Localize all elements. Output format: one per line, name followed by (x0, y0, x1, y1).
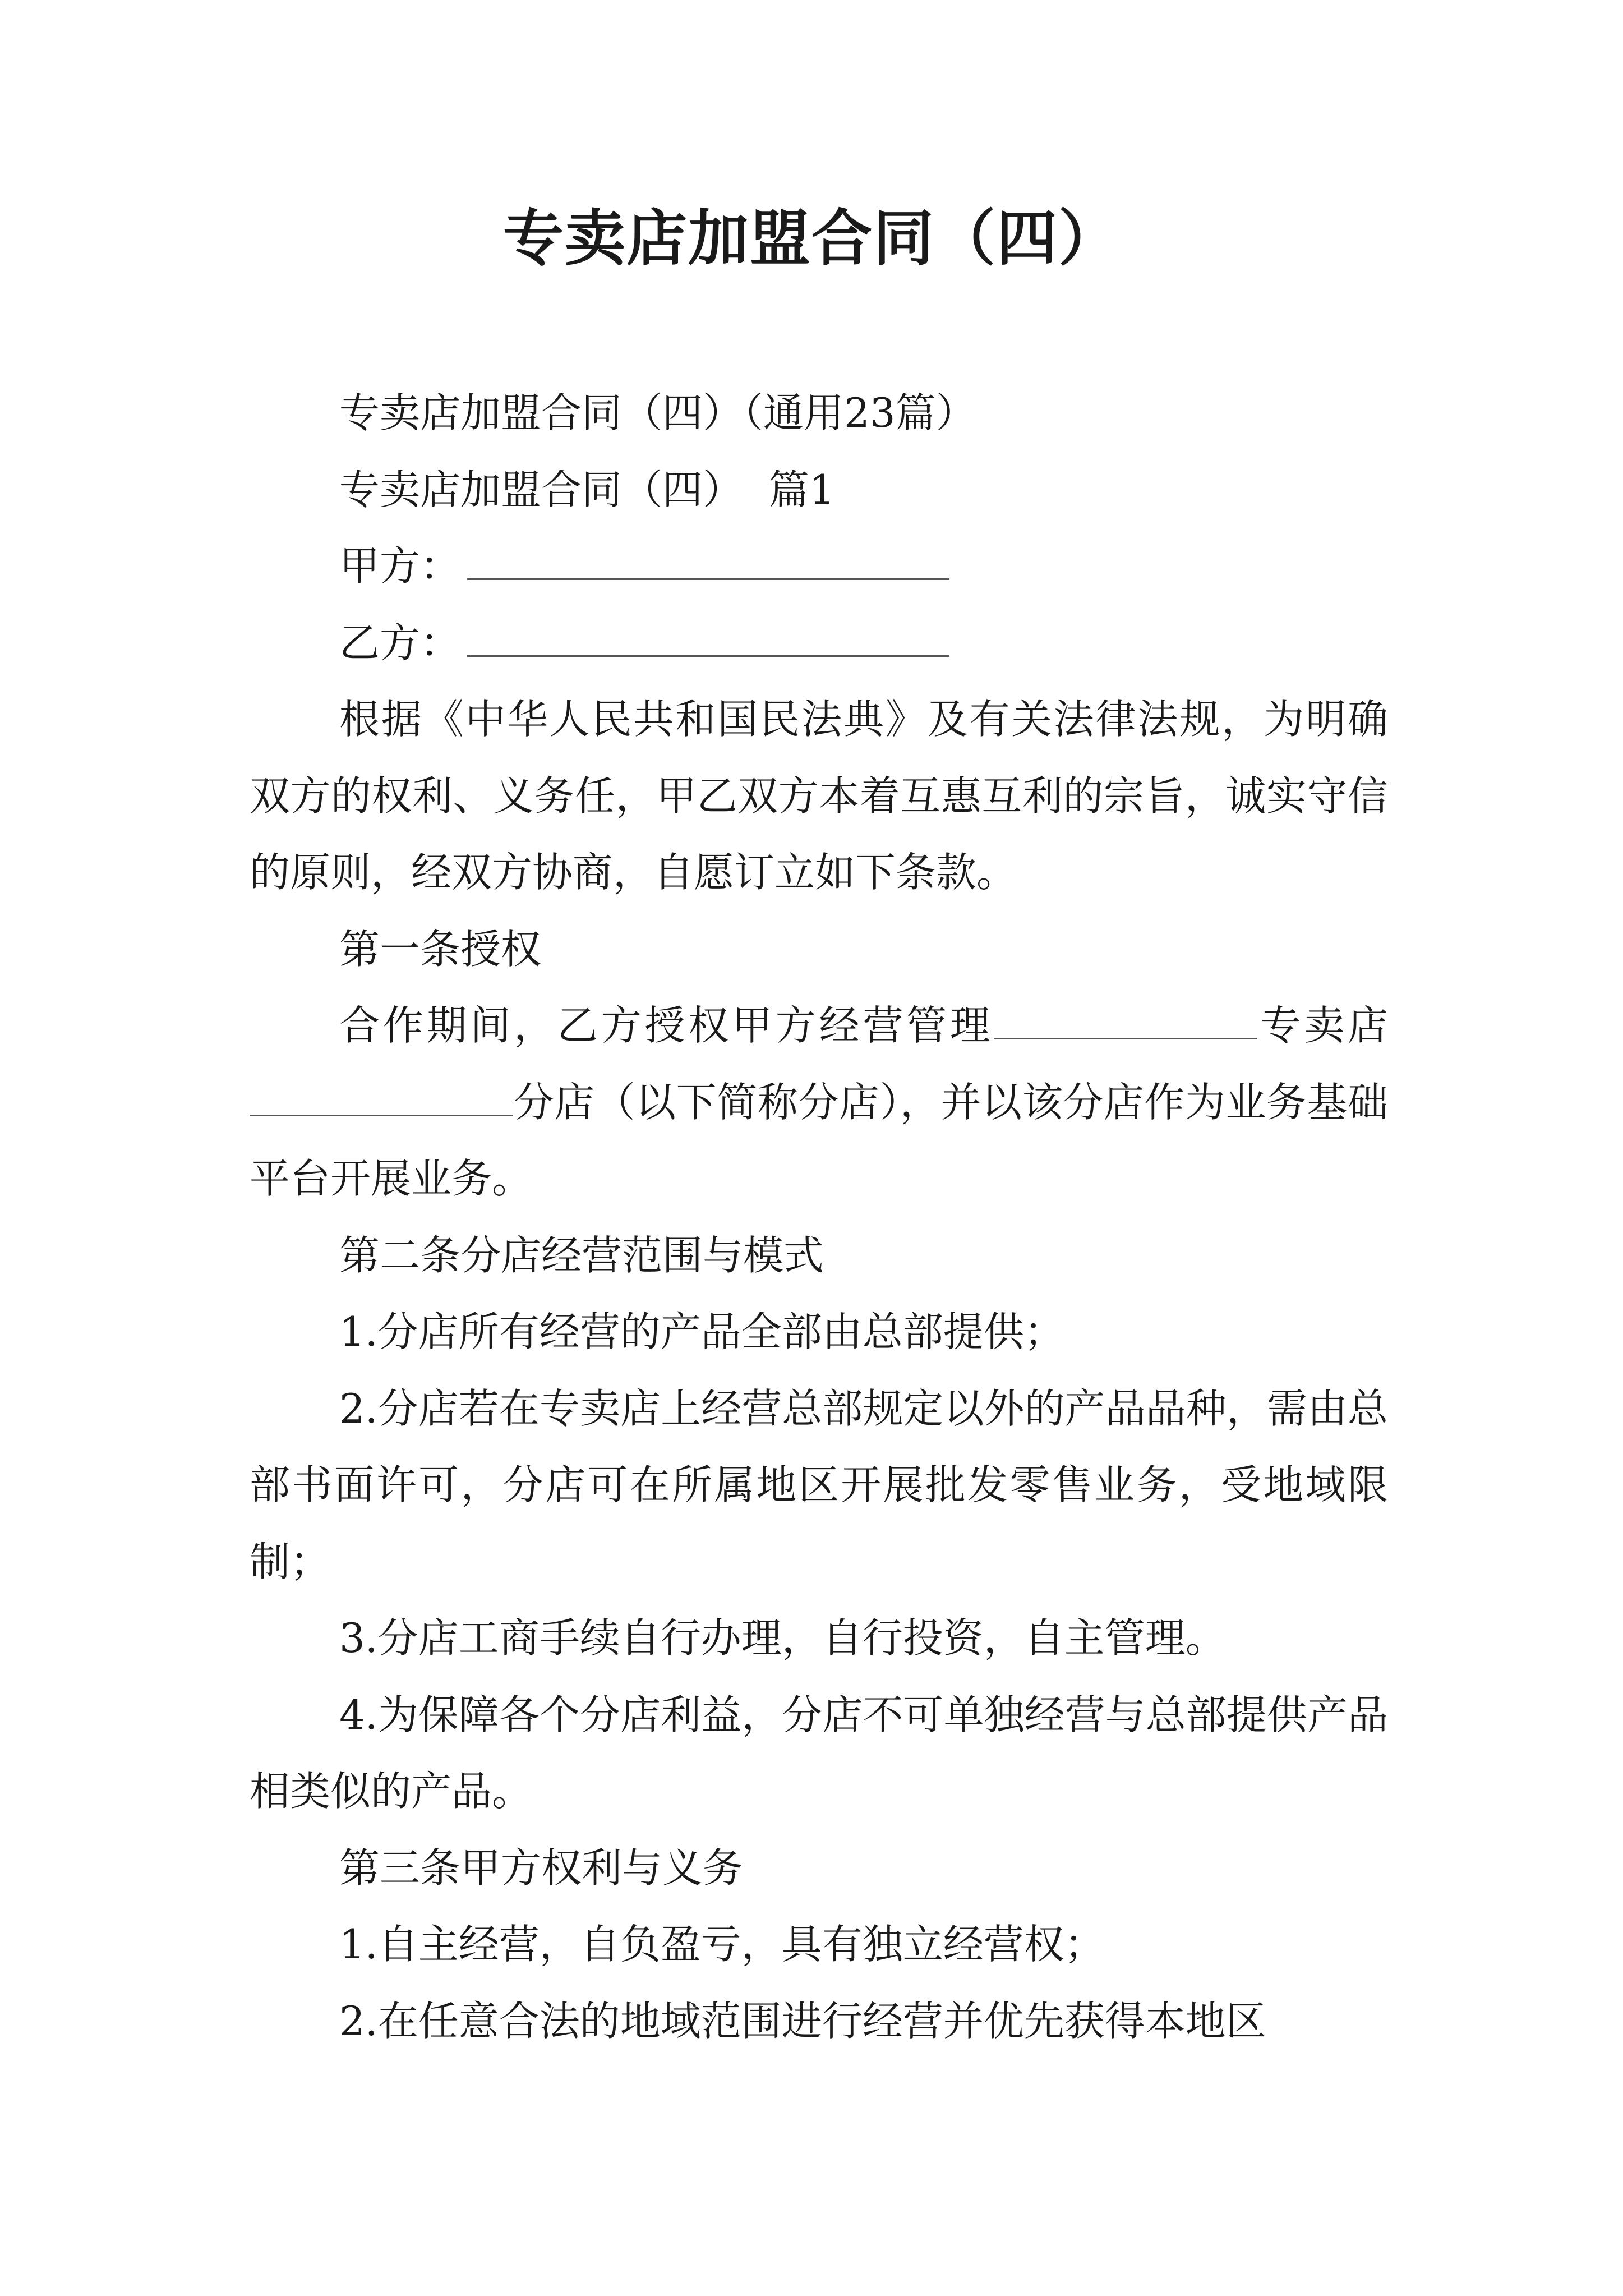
article1-text-part3: 分店（以下简称分店），并以该分店作为业务基础平台开展业务。 (250, 1078, 1388, 1202)
document-subtitle: 专卖店加盟合同（四）（通用23篇） (339, 389, 976, 436)
article2-item-2: 2.分店若在专卖店上经营总部规定以外的产品品种，需由总部书面许可，分店可在所属地区开展批发零售业务，受地域限制； (250, 1384, 1388, 1585)
article1-paragraph (250, 987, 1388, 1217)
party-b-blank (467, 622, 949, 657)
party-a-blank (467, 545, 949, 580)
document-body (250, 375, 1388, 2059)
party-a-line (250, 528, 1388, 605)
article1-text-part2: 专卖店 (1257, 1002, 1388, 1049)
branch-name-blank (250, 1081, 513, 1116)
party-b-label: 乙方： (339, 619, 461, 666)
article1-text-part1: 合作期间，乙方授权甲方经营管理 (339, 1002, 994, 1049)
article3-item-2: 2.在任意合法的地域范围进行经营并优先获得本地区 (339, 1997, 1266, 2045)
article3-item-1: 1.自主经营，自负盈亏，具有独立经营权； (339, 1921, 1105, 1968)
document-title: 专卖店加盟合同（四） (502, 203, 1120, 274)
intro-paragraph: 根据《中华人民共和国民法典》及有关法律法规，为明确双方的权利、义务任，甲乙双方本着互惠互利的宗旨，诚实守信的原则，经双方协商，自愿订立如下条款。 (250, 696, 1388, 896)
article2-item-1: 1.分店所有经营的产品全部由总部提供； (339, 1308, 1064, 1355)
article3-heading: 第三条甲方权利与义务 (339, 1844, 744, 1892)
article1-heading: 第一条授权 (339, 925, 542, 973)
section-heading-text: 专卖店加盟合同（四） 篇1 (339, 466, 835, 513)
party-b-line (250, 605, 1388, 682)
article2-item-3: 3.分店工商手续自行办理，自行投资，自主管理。 (339, 1614, 1226, 1662)
party-a-label: 甲方： (339, 542, 461, 590)
section-heading (250, 452, 1388, 528)
article2-item-4: 4.为保障各个分店利益，分店不可单独经营与总部提供产品相类似的产品。 (250, 1691, 1388, 1815)
store-name-blank (994, 1004, 1257, 1039)
article2-heading: 第二条分店经营范围与模式 (339, 1231, 824, 1279)
